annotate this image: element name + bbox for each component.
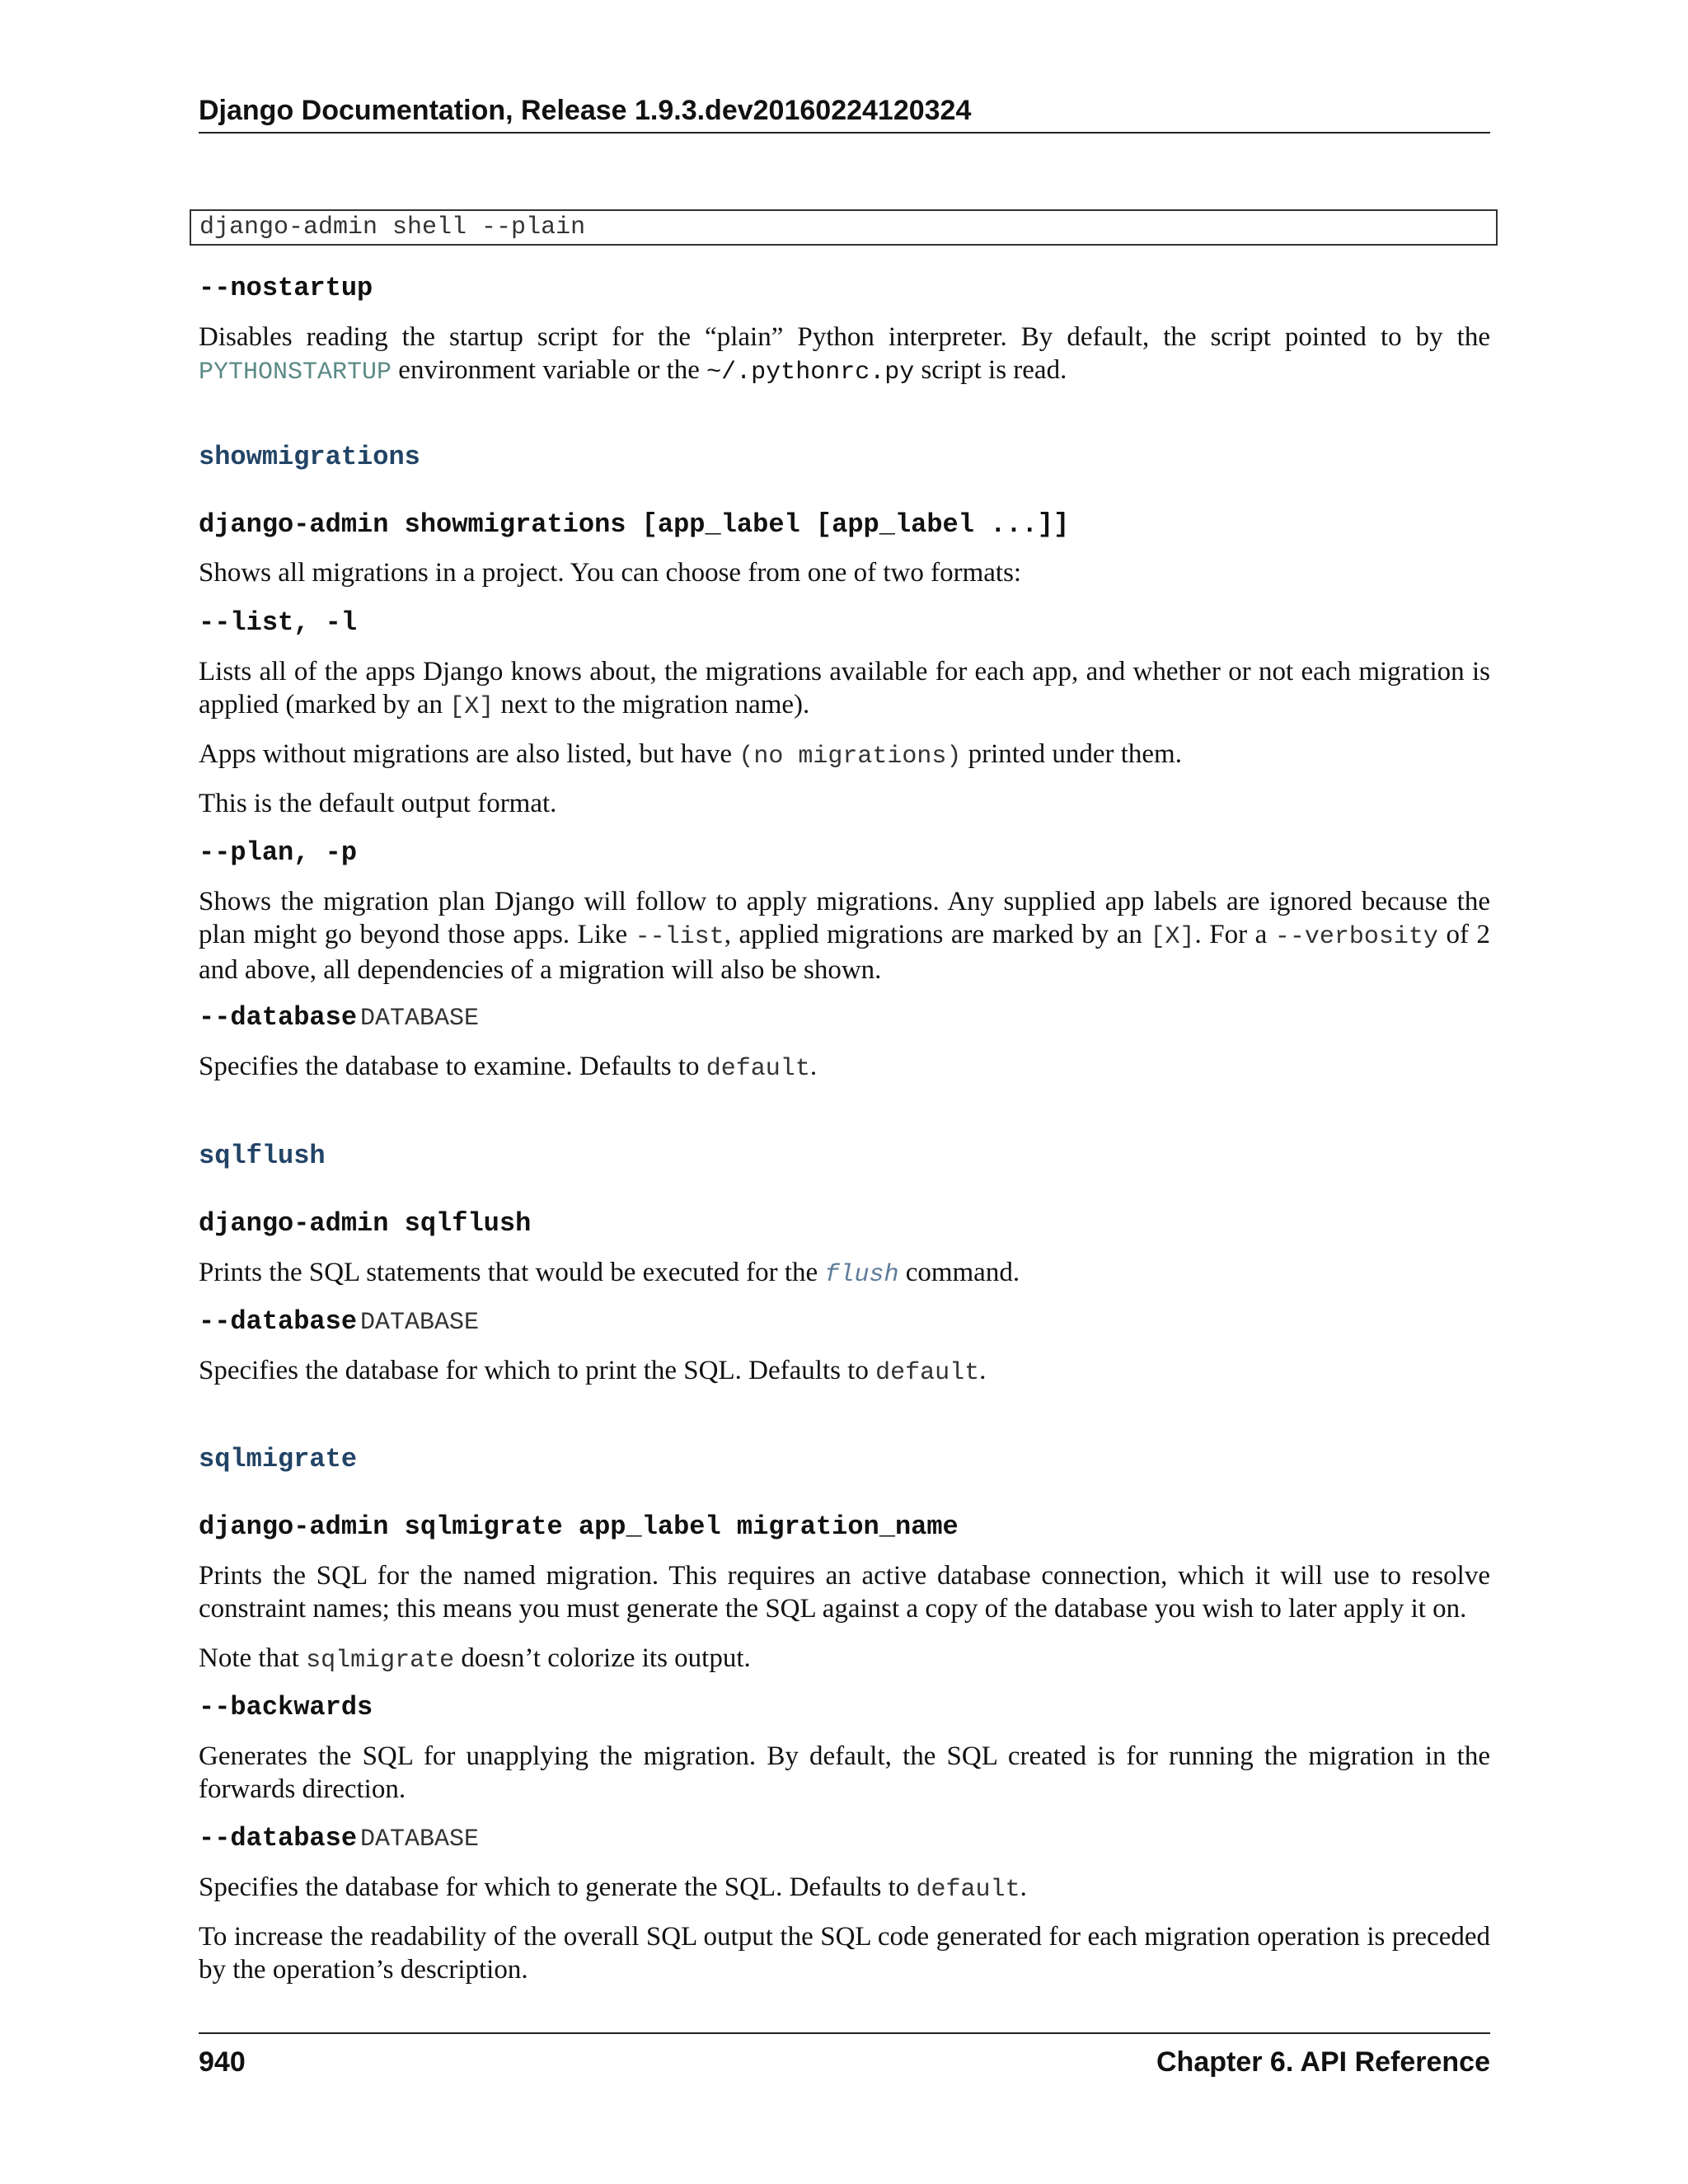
code-block: django-admin shell --plain [190,209,1498,246]
text-segment: Shows the migration plan Django will follow to apply migrations. Any supplied app labels are ignored because the plan might go beyond those apps. Like [199,887,1490,949]
chapter-title: Chapter 6. API Reference [1156,2046,1490,2078]
option-nostartup: --nostartup [199,273,373,303]
inline-code: (no migrations) [738,743,962,771]
text-segment: Disables reading the startup script for the “plain” Python interpreter. By default, the script pointed to by the [199,322,1490,352]
section-heading-sqlmigrate: sqlmigrate [199,1444,358,1474]
list-option-description [199,655,1490,724]
sqlmigrate-colorize-note [199,1642,1490,1677]
backwards-option-description: Generates the SQL for unapplying the migration. By default, the SQL created is for running the migration in the forwards direction. [199,1741,1490,1804]
sql-readability-note: To increase the readability of the overall SQL output the SQL code generated for each migration operation is preceded by the operation’s description. [199,1922,1490,1985]
database-option-description [199,1871,1490,1906]
option-name: --database [199,1823,358,1854]
text-segment: Apps without migrations are also listed, but have [199,739,739,769]
text-segment: next to the migration name). [494,690,810,719]
text-segment: Prints the SQL statements that would be executed for the [199,1258,825,1287]
inline-code: default [916,1876,1020,1904]
text-segment: Specifies the database to examine. Defaults to [199,1052,706,1081]
text-segment: command. [898,1258,1020,1287]
database-option-description [199,1050,1490,1085]
inline-code: ~/.pythonrc.py [706,359,915,387]
text-segment: environment variable or the [392,355,707,385]
flush-command-link[interactable]: flush [824,1261,899,1289]
inline-code: default [875,1359,980,1387]
text-segment: Specifies the database for which to generate the SQL. Defaults to [199,1872,917,1902]
nostartup-description [199,321,1490,389]
option-argument: DATABASE [360,1005,480,1033]
showmigrations-description: Shows all migrations in a project. You can choose from one of two formats: [199,558,1022,588]
inline-code: sqlmigrate [306,1647,455,1675]
option-database-showmigrations [199,1001,479,1034]
option-list: --list, -l [199,607,358,638]
text-segment: . [809,1052,818,1081]
text-segment: Specifies the database for which to print the SQL. Defaults to [199,1356,876,1385]
header-title: Django Documentation, Release 1.9.3.dev20160224120324 [199,95,972,126]
command-signature-sqlflush: django-admin sqlflush [199,1208,532,1239]
page-number: 940 [199,2046,246,2078]
text-segment: Lists all of the apps Django knows about, the migrations available for each app, and whether or not each migration is applied (marked by an [199,657,1490,719]
text-segment: of 2 and above, all dependencies of a migration will also be shown. [199,920,1490,985]
default-format-text: This is the default output format. [199,789,557,818]
sqlmigrate-description: Prints the SQL for the named migration. This requires an active database connection, which it will use to resolve constraint names; this means you must generate the SQL against a copy of the database you wish to later apply it on. [199,1561,1490,1624]
text-segment: . [979,1356,987,1385]
text-segment: . For a [1194,920,1275,949]
text-segment: , applied migrations are marked by an [724,920,1151,949]
page-header [199,92,1490,134]
option-backwards: --backwards [199,1692,373,1722]
command-signature-sqlmigrate: django-admin sqlmigrate app_label migration_name [199,1511,959,1542]
command-signature-showmigrations: django-admin showmigrations [app_label [app_label ...]] [199,509,1070,540]
option-database-sqlmigrate [199,1822,479,1855]
database-option-description [199,1354,1490,1390]
page-footer [199,2032,1490,2080]
inline-code: --verbosity [1274,923,1438,951]
option-name: --database [199,1306,358,1337]
inline-code: default [706,1055,810,1083]
plan-option-description [199,885,1490,987]
section-heading-sqlflush: sqlflush [199,1141,326,1171]
section-heading-showmigrations: showmigrations [199,442,420,472]
text-segment: . [1020,1872,1027,1902]
option-database-sqlflush [199,1305,479,1338]
inline-code: --list [635,923,724,951]
inline-code: [X] [449,693,495,721]
option-argument: DATABASE [360,1825,480,1854]
text-segment: doesn’t colorize its output. [454,1643,751,1673]
text-segment: script is read. [914,355,1067,385]
apps-without-migrations-text [199,738,1490,773]
option-argument: DATABASE [360,1309,480,1337]
text-segment: printed under them. [961,739,1182,769]
text-segment: Note that [199,1643,307,1673]
inline-code: [X] [1150,923,1195,951]
env-var-pythonstartup: PYTHONSTARTUP [199,359,392,387]
option-name: --database [199,1002,358,1033]
option-plan: --plan, -p [199,837,358,868]
sqlflush-description [199,1256,1490,1291]
